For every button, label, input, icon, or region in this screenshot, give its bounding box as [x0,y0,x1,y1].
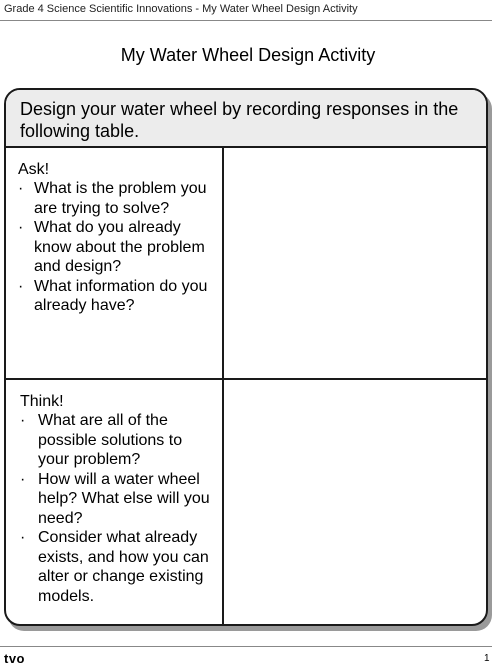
page-title: My Water Wheel Design Activity [120,45,376,65]
ask-response-cell[interactable] [224,148,486,380]
list-item [18,277,214,316]
prompt-text: How will a water wheel help? What else will you need? [38,470,210,527]
prompt-text: What are all of the possible solutions to your problem? [38,412,183,468]
footer-divider [0,646,492,647]
prompt-text: What information do you already have? [34,277,208,314]
list-item [20,528,214,606]
ask-prompt-list [18,179,214,316]
list-item [18,218,214,277]
design-table [6,148,486,624]
ask-heading: Ask! [18,161,50,178]
page-number: 1 [484,653,490,664]
ask-prompt-cell [6,148,224,380]
list-item [18,179,214,218]
bullet-icon: · [18,180,24,197]
instruction-banner: Design your water wheel by recording responses in the following table. [6,90,486,148]
think-heading: Think! [20,393,64,410]
think-prompt-cell [6,380,224,624]
list-item [20,470,214,529]
header-divider [0,20,492,21]
tvo-logo: tvo [4,651,25,666]
bullet-icon: · [18,277,24,295]
design-table-card [4,88,488,626]
think-prompt-list [20,411,214,606]
bullet-icon: · [20,529,26,546]
think-response-cell[interactable] [224,380,486,624]
bullet-icon: · [20,412,26,429]
prompt-text: Consider what already exists, and how you can alter or change existing models. [38,529,209,605]
prompt-text: What is the problem you are trying to solve? [34,180,207,217]
prompt-text: What do you already know about the problem and design? [34,219,205,275]
list-item [20,411,214,470]
bullet-icon: · [18,219,24,236]
bullet-icon: · [20,470,26,488]
running-header: Grade 4 Science Scientific Innovations - My Water Wheel Design Activity [4,3,358,15]
